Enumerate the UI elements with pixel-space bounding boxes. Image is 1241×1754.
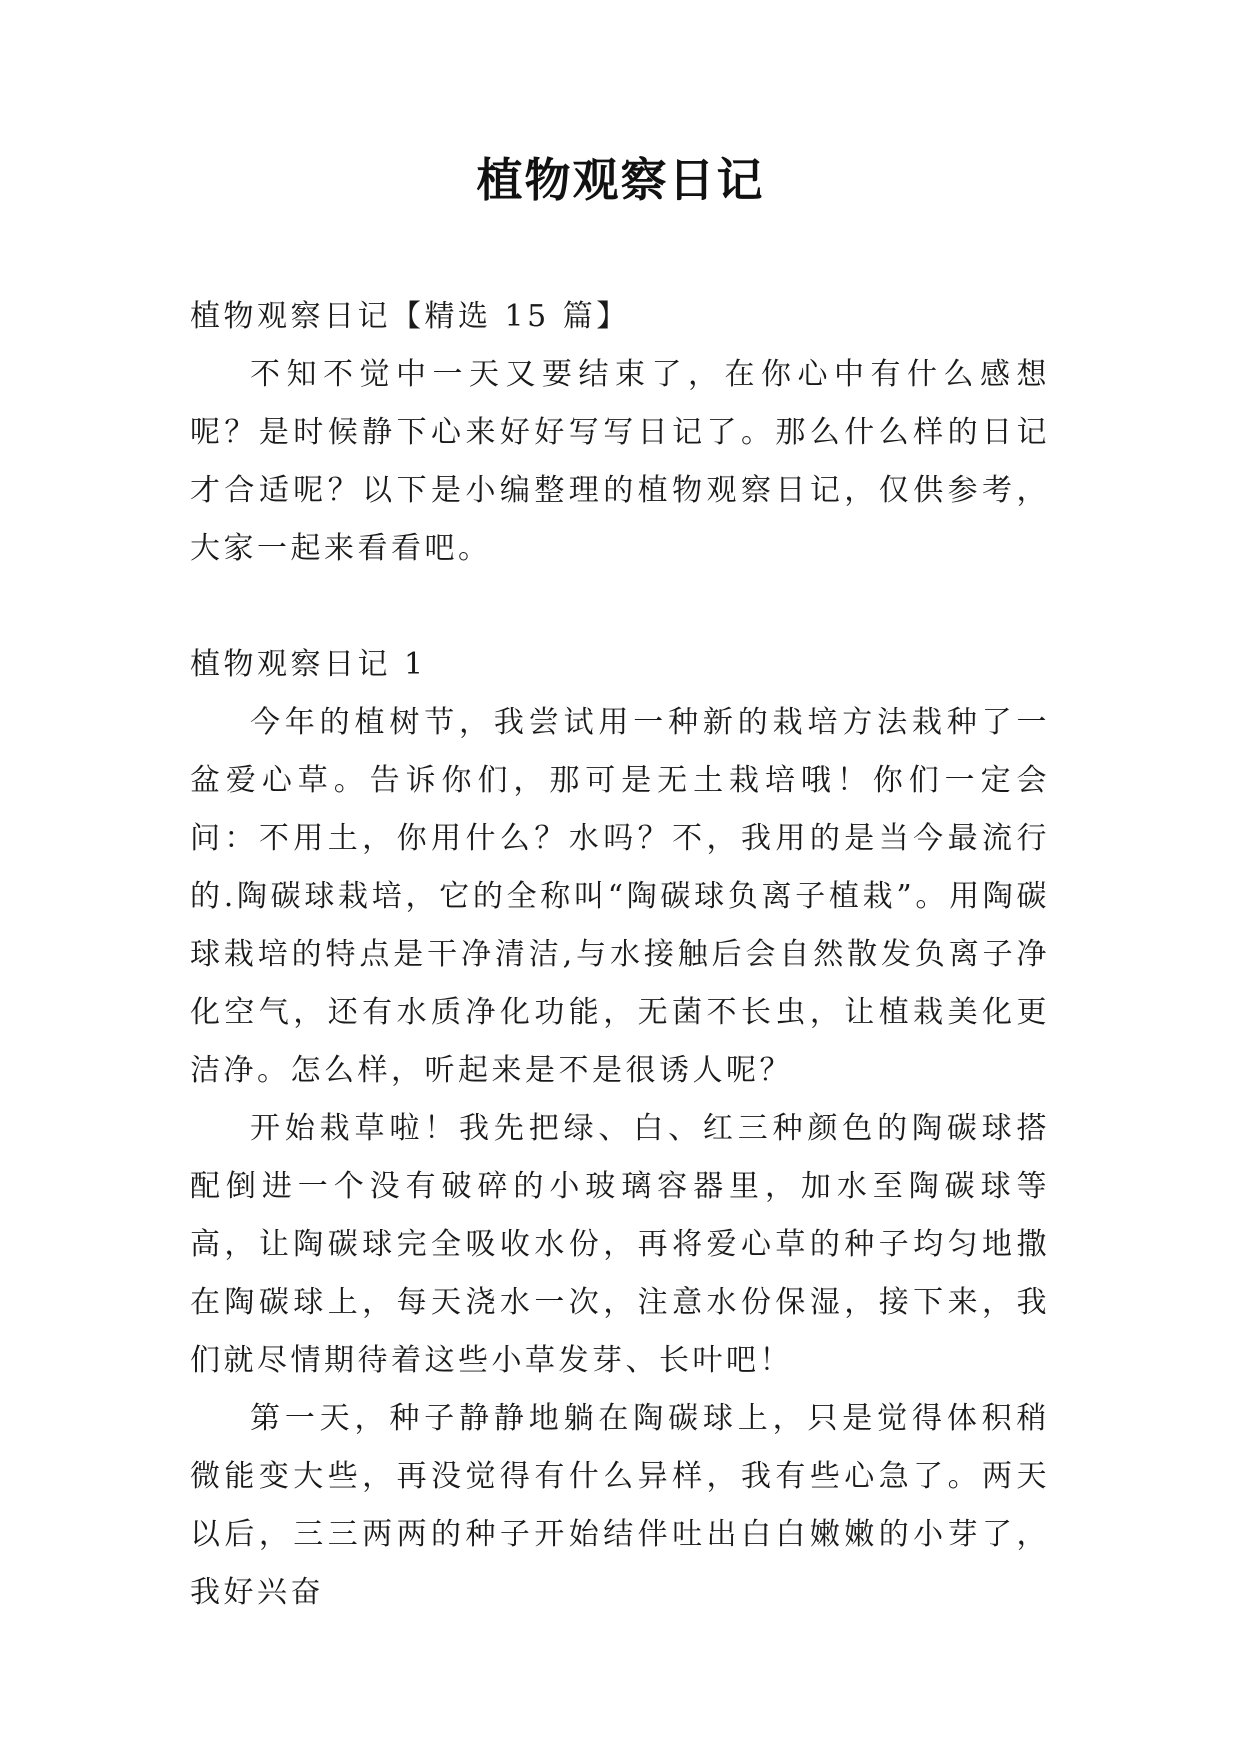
intro-paragraph: 不知不觉中一天又要结束了，在你心中有什么感想呢？是时候静下心来好好写写日记了。那么什么样的日记才合适呢？以下是小编整理的植物观察日记，仅供参考，大家一起来看看吧。 [190,357,1050,566]
paragraph-spacer [190,578,1050,636]
body-paragraph-2: 开始栽草啦！我先把绿、白、红三种颜色的陶碳球搭配倒进一个没有破碎的小玻璃容器里，加水至陶碳球等高，让陶碳球完全吸收水份，再将爱心草的种子均匀地撒在陶碳球上，每天浇水一次，注意水份保湿，接下来，我们就尽情期待着这些小草发芽、长叶吧！ [190,1111,1050,1378]
collection-heading: 植物观察日记【精选 15 篇】 [190,299,630,334]
document-body [190,288,1050,1622]
section-heading: 植物观察日记 1 [190,647,427,682]
body-paragraph-1: 今年的植树节，我尝试用一种新的栽培方法栽种了一盆爱心草。告诉你们，那可是无土栽培哦！你们一定会问：不用土，你用什么？水吗？不，我用的是当今最流行的.陶碳球栽培，它的全称叫“陶碳球负离子植栽”。用陶碳球栽培的特点是干净清洁,与水接触后会自然散发负离子净化空气，还有水质净化功能，无菌不长虫，让植栽美化更洁净。怎么样，听起来是不是很诱人呢？ [190,705,1050,1088]
body-paragraph-3: 第一天，种子静静地躺在陶碳球上，只是觉得体积稍微能变大些，再没觉得有什么异样，我有些心急了。两天以后，三三两两的种子开始结伴吐出白白嫩嫩的小芽了，我好兴奋 [190,1401,1050,1610]
document-title: 植物观察日记 [476,153,765,207]
